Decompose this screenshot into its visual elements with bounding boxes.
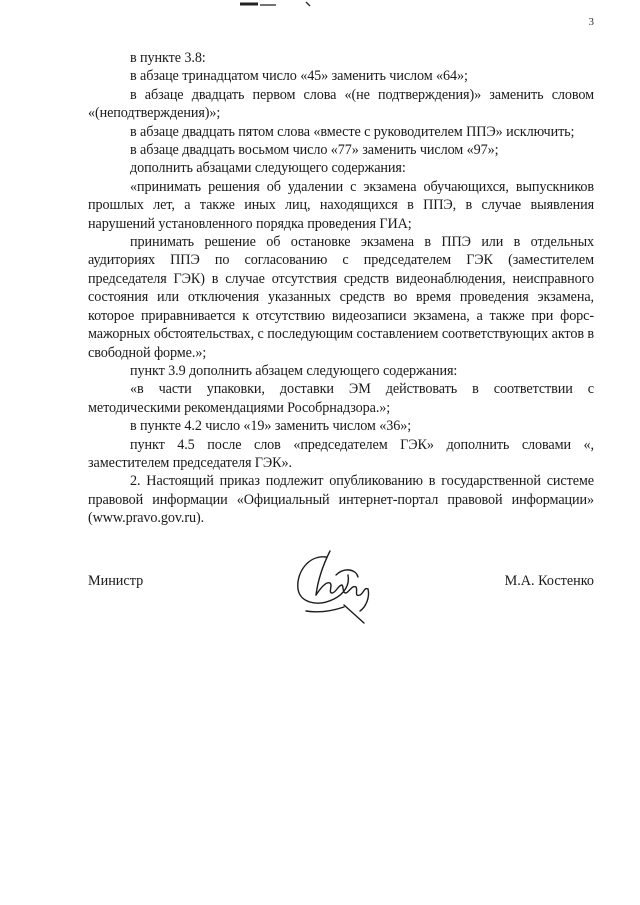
position-label: Министр	[88, 573, 144, 589]
paragraph: пункт 3.9 дополнить абзацем следующего содержания:	[130, 362, 458, 379]
paragraph: «в части упаковки, доставки ЭМ действовать в соответствии с методическими рекомендациями Рособрнадзора.»;	[88, 381, 594, 416]
signature-block	[88, 545, 594, 625]
paragraph: «принимать решения об удалении с экзамена обучающихся, выпускников прошлых лет, а также иных лиц, находящихся в ППЭ, в случае выявления нарушений установленного порядка проведения ГИА;	[88, 178, 594, 232]
document-body	[88, 49, 594, 528]
paragraph: 2. Настоящий приказ подлежит опубликованию в государственной системе правовой информации «Официальный интернет-портал правовой информации» (www.pravo.gov.ru).	[88, 473, 594, 527]
page-number: 3	[588, 16, 594, 28]
handwritten-signature	[286, 545, 386, 625]
paragraph: в абзаце двадцать первом слова «(не подтверждения)» заменить словом «(неподтверждения)»;	[88, 86, 594, 122]
paragraph: дополнить абзацами следующего содержания:	[130, 160, 406, 177]
paragraph: в пункте 3.8:	[130, 50, 206, 66]
paragraph: принимать решение об остановке экзамена в ППЭ или в отдельных аудиториях ППЭ по согласованию с председателем ГЭК (заместителем председателя ГЭК) в случае отсутствия средств видеонаблюдения, неисправного состояния или отключения указанных средств во время проведения экзамена, которое приравнивается к отсутствию видеозаписи экзамена, а также при форс-мажорных обстоятельствах, с последующим составлением соответствующих актов в свободной форме.»;	[88, 234, 594, 361]
scan-artifact	[236, 0, 316, 10]
paragraph: в абзаце двадцать пятом слова «вместе с руководителем ППЭ» исключить;	[130, 123, 575, 140]
paragraph: пункт 4.5 после слов «председателем ГЭК» дополнить словами «, заместителем председателя ГЭК».	[88, 436, 594, 471]
paragraph: в пункте 4.2 число «19» заменить числом «36»;	[130, 418, 412, 435]
paragraph: в абзаце двадцать восьмом число «77» заменить числом «97»;	[130, 142, 499, 159]
paragraph: в абзаце тринадцатом число «45» заменить числом «64»;	[130, 68, 468, 85]
signer-name: М.А. Костенко	[504, 573, 594, 589]
